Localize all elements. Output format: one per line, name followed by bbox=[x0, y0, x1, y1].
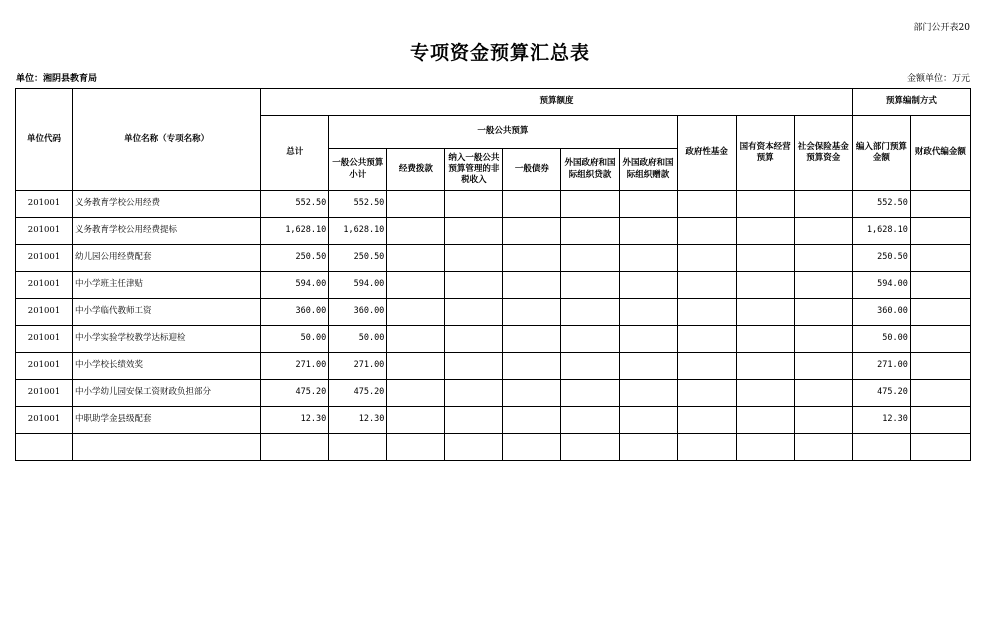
table-row bbox=[16, 191, 971, 218]
cell-non-tax-income bbox=[445, 326, 503, 353]
cell-general-bonds bbox=[503, 272, 561, 299]
cell-total: 360.00 bbox=[261, 299, 329, 326]
col-foreign-grants: 外国政府和国际组织赠款 bbox=[619, 149, 677, 191]
col-general-public-budget: 一般公共预算 bbox=[329, 116, 677, 149]
cell-state-capital bbox=[736, 218, 794, 245]
cell-funds-allocation bbox=[387, 326, 445, 353]
col-dept-amount: 编入部门预算金额 bbox=[852, 116, 910, 191]
cell-general-subtotal: 1,628.10 bbox=[329, 218, 387, 245]
cell-general-bonds bbox=[503, 380, 561, 407]
cell-non-tax-income bbox=[445, 245, 503, 272]
cell-gov-fund bbox=[677, 272, 736, 299]
cell-non-tax-income bbox=[445, 218, 503, 245]
cell-funds-allocation bbox=[387, 245, 445, 272]
cell-unit-code: 201001 bbox=[16, 353, 73, 380]
cell-total: 552.50 bbox=[261, 191, 329, 218]
cell-empty bbox=[910, 434, 970, 461]
table-row bbox=[16, 326, 971, 353]
col-non-tax-income: 纳入一般公共预算管理的非税收入 bbox=[445, 149, 503, 191]
cell-general-bonds bbox=[503, 299, 561, 326]
cell-foreign-loans bbox=[561, 218, 619, 245]
cell-general-bonds bbox=[503, 218, 561, 245]
table-row-empty bbox=[16, 434, 971, 461]
cell-social-insurance bbox=[794, 191, 852, 218]
cell-foreign-loans bbox=[561, 245, 619, 272]
col-funds-allocation: 经费拨款 bbox=[387, 149, 445, 191]
cell-fiscal-agency bbox=[910, 326, 970, 353]
cell-dept-amount: 1,628.10 bbox=[852, 218, 910, 245]
cell-general-subtotal: 12.30 bbox=[329, 407, 387, 434]
cell-empty bbox=[677, 434, 736, 461]
cell-dept-amount: 552.50 bbox=[852, 191, 910, 218]
cell-unit-code: 201001 bbox=[16, 245, 73, 272]
cell-fiscal-agency bbox=[910, 218, 970, 245]
cell-unit-name: 中小学临代教师工资 bbox=[73, 299, 261, 326]
cell-dept-amount: 12.30 bbox=[852, 407, 910, 434]
cell-gov-fund bbox=[677, 407, 736, 434]
cell-foreign-loans bbox=[561, 299, 619, 326]
col-total: 总计 bbox=[261, 116, 329, 191]
cell-foreign-loans bbox=[561, 326, 619, 353]
cell-funds-allocation bbox=[387, 218, 445, 245]
cell-state-capital bbox=[736, 353, 794, 380]
table-row bbox=[16, 272, 971, 299]
form-number: 部门公开表20 bbox=[913, 23, 970, 33]
col-general-bonds: 一般债券 bbox=[503, 149, 561, 191]
page-title: 专项资金预算汇总表 bbox=[409, 42, 590, 64]
cell-total: 250.50 bbox=[261, 245, 329, 272]
cell-foreign-loans bbox=[561, 353, 619, 380]
cell-funds-allocation bbox=[387, 272, 445, 299]
table-body bbox=[16, 191, 971, 461]
cell-social-insurance bbox=[794, 299, 852, 326]
col-state-capital: 国有资本经营预算 bbox=[736, 116, 794, 191]
cell-unit-code: 201001 bbox=[16, 191, 73, 218]
cell-social-insurance bbox=[794, 272, 852, 299]
cell-fiscal-agency bbox=[910, 299, 970, 326]
cell-general-subtotal: 594.00 bbox=[329, 272, 387, 299]
cell-gov-fund bbox=[677, 245, 736, 272]
cell-non-tax-income bbox=[445, 380, 503, 407]
cell-social-insurance bbox=[794, 407, 852, 434]
cell-total: 50.00 bbox=[261, 326, 329, 353]
unit-label: 单位：湘阴县教育局 bbox=[16, 74, 98, 84]
cell-unit-code: 201001 bbox=[16, 326, 73, 353]
col-general-subtotal: 一般公共预算小计 bbox=[329, 149, 387, 191]
cell-gov-fund bbox=[677, 299, 736, 326]
cell-funds-allocation bbox=[387, 191, 445, 218]
cell-gov-fund bbox=[677, 218, 736, 245]
col-compile-method: 预算编制方式 bbox=[852, 89, 970, 116]
cell-unit-code: 201001 bbox=[16, 272, 73, 299]
cell-general-subtotal: 250.50 bbox=[329, 245, 387, 272]
cell-unit-code: 201001 bbox=[16, 218, 73, 245]
cell-general-bonds bbox=[503, 326, 561, 353]
cell-general-subtotal: 475.20 bbox=[329, 380, 387, 407]
cell-foreign-loans bbox=[561, 380, 619, 407]
cell-general-bonds bbox=[503, 191, 561, 218]
table-row bbox=[16, 218, 971, 245]
cell-empty bbox=[794, 434, 852, 461]
amount-unit-label: 金额单位：万元 bbox=[906, 74, 970, 84]
cell-general-bonds bbox=[503, 407, 561, 434]
cell-state-capital bbox=[736, 245, 794, 272]
cell-empty bbox=[387, 434, 445, 461]
cell-non-tax-income bbox=[445, 299, 503, 326]
cell-gov-fund bbox=[677, 191, 736, 218]
cell-empty bbox=[445, 434, 503, 461]
cell-social-insurance bbox=[794, 218, 852, 245]
cell-fiscal-agency bbox=[910, 245, 970, 272]
cell-fiscal-agency bbox=[910, 272, 970, 299]
cell-dept-amount: 250.50 bbox=[852, 245, 910, 272]
cell-fiscal-agency bbox=[910, 191, 970, 218]
cell-empty bbox=[852, 434, 910, 461]
cell-general-subtotal: 552.50 bbox=[329, 191, 387, 218]
cell-fiscal-agency bbox=[910, 407, 970, 434]
cell-empty bbox=[619, 434, 677, 461]
cell-unit-name: 义务教育学校公用经费提标 bbox=[73, 218, 261, 245]
cell-foreign-grants bbox=[619, 191, 677, 218]
cell-gov-fund bbox=[677, 380, 736, 407]
cell-empty bbox=[16, 434, 73, 461]
cell-total: 12.30 bbox=[261, 407, 329, 434]
cell-general-bonds bbox=[503, 245, 561, 272]
cell-unit-name: 中职助学金县级配套 bbox=[73, 407, 261, 434]
cell-foreign-grants bbox=[619, 245, 677, 272]
cell-dept-amount: 271.00 bbox=[852, 353, 910, 380]
cell-social-insurance bbox=[794, 380, 852, 407]
cell-total: 271.00 bbox=[261, 353, 329, 380]
cell-foreign-grants bbox=[619, 326, 677, 353]
col-unit-code: 单位代码 bbox=[16, 89, 73, 191]
cell-unit-name: 义务教育学校公用经费 bbox=[73, 191, 261, 218]
table-row bbox=[16, 380, 971, 407]
cell-funds-allocation bbox=[387, 407, 445, 434]
col-budget-amount: 预算额度 bbox=[261, 89, 853, 116]
cell-foreign-grants bbox=[619, 407, 677, 434]
cell-social-insurance bbox=[794, 245, 852, 272]
cell-total: 1,628.10 bbox=[261, 218, 329, 245]
cell-general-subtotal: 50.00 bbox=[329, 326, 387, 353]
cell-general-subtotal: 360.00 bbox=[329, 299, 387, 326]
cell-unit-name: 中小学班主任津贴 bbox=[73, 272, 261, 299]
cell-state-capital bbox=[736, 407, 794, 434]
cell-total: 475.20 bbox=[261, 380, 329, 407]
table-row bbox=[16, 407, 971, 434]
cell-unit-name: 中小学校长绩效奖 bbox=[73, 353, 261, 380]
cell-dept-amount: 475.20 bbox=[852, 380, 910, 407]
cell-unit-code: 201001 bbox=[16, 299, 73, 326]
cell-non-tax-income bbox=[445, 191, 503, 218]
budget-table bbox=[15, 88, 971, 461]
cell-non-tax-income bbox=[445, 407, 503, 434]
cell-non-tax-income bbox=[445, 272, 503, 299]
cell-unit-name: 中小学实验学校教学达标迎检 bbox=[73, 326, 261, 353]
cell-fiscal-agency bbox=[910, 380, 970, 407]
cell-unit-name: 幼儿园公用经费配套 bbox=[73, 245, 261, 272]
cell-state-capital bbox=[736, 191, 794, 218]
cell-dept-amount: 594.00 bbox=[852, 272, 910, 299]
col-foreign-loans: 外国政府和国际组织贷款 bbox=[561, 149, 619, 191]
cell-state-capital bbox=[736, 380, 794, 407]
cell-funds-allocation bbox=[387, 299, 445, 326]
cell-foreign-loans bbox=[561, 407, 619, 434]
cell-foreign-grants bbox=[619, 218, 677, 245]
cell-foreign-grants bbox=[619, 272, 677, 299]
cell-foreign-loans bbox=[561, 191, 619, 218]
col-social-insurance: 社会保险基金预算资金 bbox=[794, 116, 852, 191]
table-row bbox=[16, 353, 971, 380]
cell-foreign-grants bbox=[619, 299, 677, 326]
cell-unit-name: 中小学幼儿园安保工资财政负担部分 bbox=[73, 380, 261, 407]
cell-state-capital bbox=[736, 299, 794, 326]
cell-dept-amount: 360.00 bbox=[852, 299, 910, 326]
cell-funds-allocation bbox=[387, 353, 445, 380]
cell-fiscal-agency bbox=[910, 353, 970, 380]
cell-social-insurance bbox=[794, 353, 852, 380]
cell-state-capital bbox=[736, 272, 794, 299]
cell-state-capital bbox=[736, 326, 794, 353]
cell-foreign-grants bbox=[619, 353, 677, 380]
cell-total: 594.00 bbox=[261, 272, 329, 299]
col-fiscal-agency: 财政代编金额 bbox=[910, 116, 970, 191]
cell-foreign-loans bbox=[561, 272, 619, 299]
cell-empty bbox=[261, 434, 329, 461]
table-row bbox=[16, 245, 971, 272]
cell-empty bbox=[736, 434, 794, 461]
cell-empty bbox=[329, 434, 387, 461]
cell-foreign-grants bbox=[619, 380, 677, 407]
cell-unit-code: 201001 bbox=[16, 380, 73, 407]
col-unit-name: 单位名称（专项名称） bbox=[73, 89, 261, 191]
cell-non-tax-income bbox=[445, 353, 503, 380]
table-row bbox=[16, 299, 971, 326]
cell-general-bonds bbox=[503, 353, 561, 380]
cell-gov-fund bbox=[677, 353, 736, 380]
cell-funds-allocation bbox=[387, 380, 445, 407]
cell-social-insurance bbox=[794, 326, 852, 353]
cell-general-subtotal: 271.00 bbox=[329, 353, 387, 380]
cell-unit-code: 201001 bbox=[16, 407, 73, 434]
cell-empty bbox=[73, 434, 261, 461]
cell-gov-fund bbox=[677, 326, 736, 353]
cell-dept-amount: 50.00 bbox=[852, 326, 910, 353]
cell-empty bbox=[503, 434, 561, 461]
cell-empty bbox=[561, 434, 619, 461]
col-gov-fund: 政府性基金 bbox=[677, 116, 736, 191]
